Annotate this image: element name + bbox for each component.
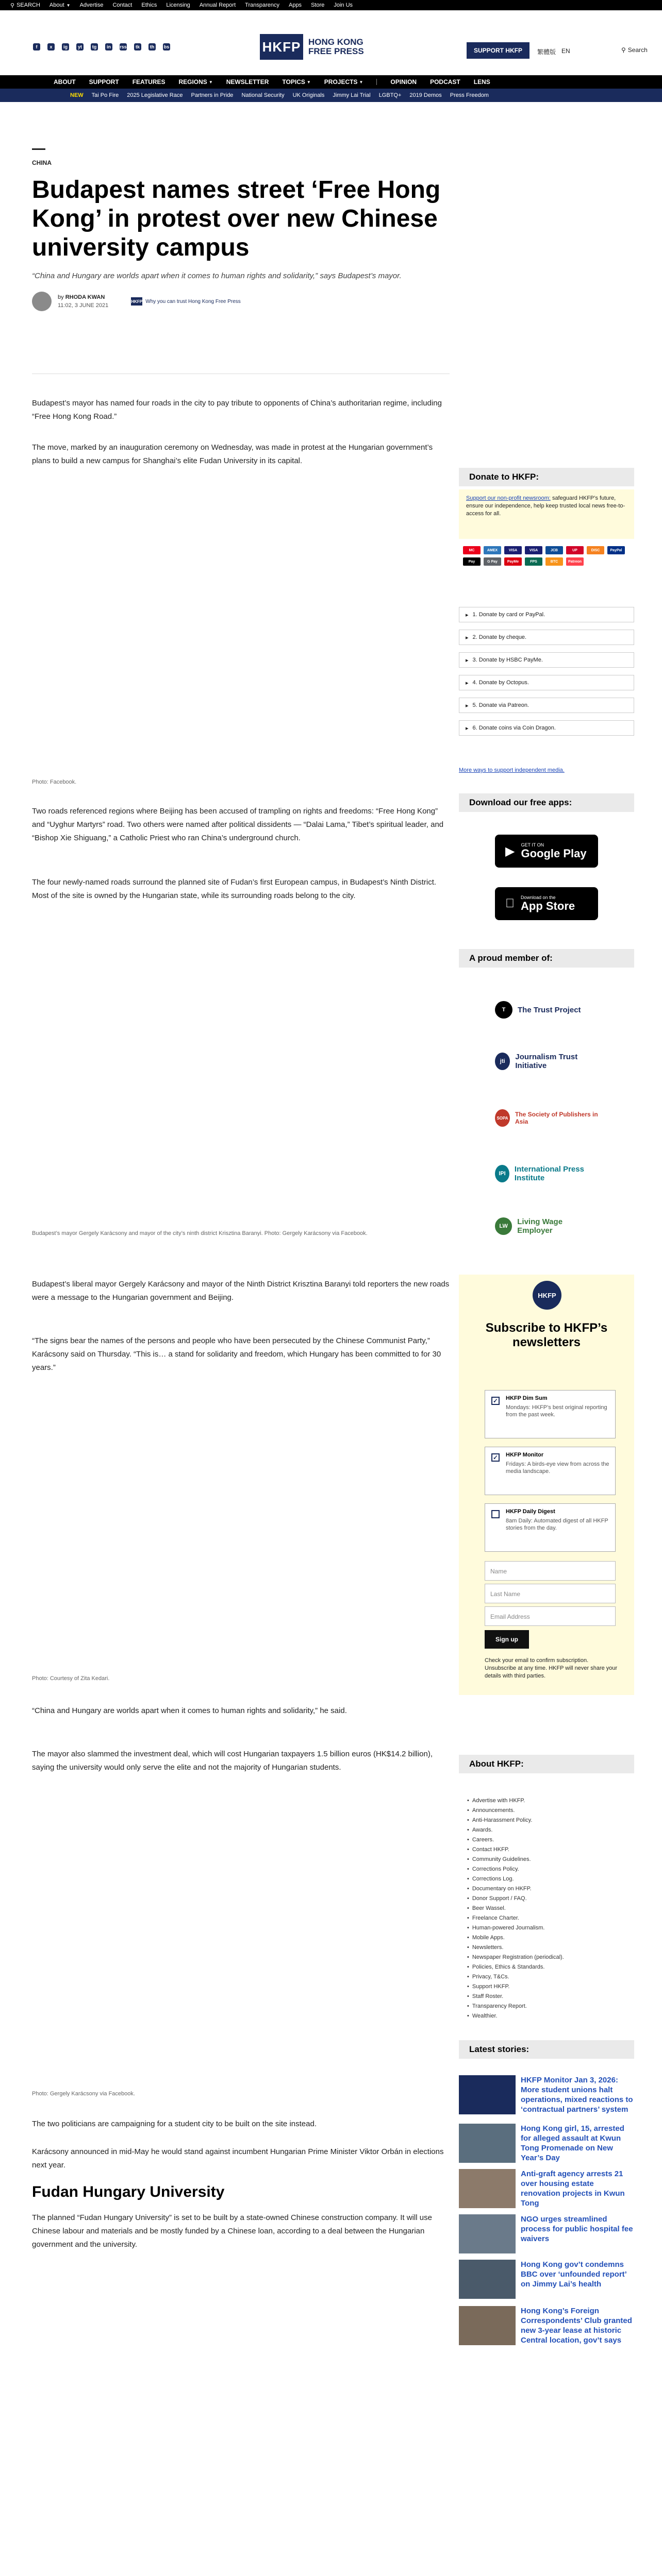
trending-bar: [0, 89, 662, 102]
member-ipi[interactable]: IPI International Press Institute: [495, 1158, 598, 1189]
donate-link[interactable]: Support our non-profit newsroom:: [466, 495, 551, 501]
member-heading: A proud member of:: [459, 949, 634, 968]
donate-option-coins[interactable]: ▸ 6. Donate coins via Coin Dragon.: [459, 720, 634, 736]
trending-link[interactable]: 2019 Demos: [409, 92, 442, 98]
lang-en-link[interactable]: EN: [561, 47, 570, 55]
about-link[interactable]: • Privacy, T&Cs.: [467, 1974, 509, 1980]
kicker-rule: [32, 148, 45, 150]
article-paragraph: The move, marked by an inauguration ceremony on Wednesday, was made in protest at the Hungarian government’s plans to build a new campus for Shanghai’s elite Fudan University in its capital.: [32, 443, 433, 465]
chevron-right-icon: ▸: [466, 612, 469, 618]
logo-mark: HKFP: [260, 34, 303, 60]
about-link[interactable]: • Documentary on HKFP.: [467, 1886, 532, 1892]
about-link[interactable]: • Freelance Charter.: [467, 1915, 519, 1921]
checkbox[interactable]: [491, 1510, 500, 1518]
chevron-down-icon: ▼: [66, 3, 71, 8]
payment-card-icon: VISA: [504, 546, 522, 554]
last-name-field[interactable]: Last Name: [485, 1584, 616, 1603]
latest-story[interactable]: Hong Kong’s Foreign Correspondents’ Club granted new 3-year lease at historic Central location, gov’t says: [459, 2306, 634, 2350]
article-paragraph: Two roads referenced regions where Beijing has been accused of trampling on rights and freedoms: “Free Hong Kong” and “Uyghur Martyrs” road. Two others were named after political dissidents — “Dalai Lama,” Tibet’s spiritual leader, and “Bishop Xie Shiguang,” a Catholic Priest who ran China’s underground church.: [32, 807, 444, 842]
trending-link[interactable]: Partners in Pride: [191, 92, 234, 98]
logo-wordmark: HONG KONG FREE PRESS: [308, 37, 364, 56]
instagram-icon[interactable]: ig: [62, 43, 69, 50]
about-link[interactable]: • Donor Support / FAQ.: [467, 1895, 527, 1902]
living-wage-logo: LW: [495, 1217, 512, 1235]
photo-caption: Photo: Courtesy of Zita Kedari.: [32, 1675, 110, 1682]
article-paragraph: “China and Hungary are worlds apart when it comes to human rights and solidarity,” he said.: [32, 1706, 347, 1715]
search-icon: ⚲: [10, 2, 15, 9]
article-standfirst: “China and Hungary are worlds apart when it comes to human rights and solidarity,” says Budapest’s mayor.: [32, 272, 402, 280]
bluesky-icon[interactable]: bs: [163, 44, 170, 49]
donate-option-card[interactable]: ▸ 1. Donate by card or PayPal.: [459, 607, 634, 622]
nav-regions[interactable]: REGIONS ▼: [178, 78, 213, 86]
ipi-logo: IPI: [495, 1165, 509, 1182]
google-play-icon: ▶: [505, 844, 515, 858]
about-link[interactable]: • Community Guidelines.: [467, 1856, 531, 1862]
trending-link[interactable]: 2025 Legislative Race: [127, 92, 183, 98]
trending-badge: NEW: [70, 92, 84, 98]
site-logo[interactable]: [260, 34, 364, 60]
about-link[interactable]: • Corrections Log.: [467, 1876, 514, 1882]
about-link[interactable]: • Transparency Report.: [467, 2003, 527, 2009]
payment-card-icon: UP: [566, 546, 584, 554]
author-name[interactable]: RHODA KWAN: [65, 294, 105, 300]
top-store-link[interactable]: Store: [311, 2, 325, 8]
payment-card-icon: DISC: [587, 546, 604, 554]
latest-heading: Latest stories:: [459, 2040, 634, 2059]
donate-option-patreon[interactable]: ▸ 5. Donate via Patreon.: [459, 698, 634, 713]
newsletter-option-daily-digest[interactable]: HKFP Daily Digest 8am Daily: Automated digest of all HKFP stories from the day.: [485, 1503, 616, 1552]
trending-link[interactable]: National Security: [241, 92, 285, 98]
facebook-icon[interactable]: f: [33, 43, 40, 50]
article-paragraph: The two politicians are campaigning for a student city to be built on the site instead.: [32, 2120, 317, 2128]
newsletter-signup: [459, 1275, 634, 1695]
signup-button[interactable]: Sign up: [485, 1630, 529, 1649]
top-advertise-link[interactable]: Advertise: [79, 2, 104, 8]
nav-projects[interactable]: PROJECTS ▼: [324, 78, 363, 86]
trust-link[interactable]: HKFP Why you can trust Hong Kong Free Press: [131, 297, 241, 306]
photo-caption: Photo: Gergely Karácsony via Facebook.: [32, 2091, 135, 2097]
article-paragraph: “The signs bear the names of the persons and people who have been persecuted by the Chinese Communist Party,” Karácsony said on Thursday. “This is… a stand for solidarity and freedom, which Hungary has been committed to for 30 years.”: [32, 1336, 441, 1372]
donate-option-octopus[interactable]: ▸ 4. Donate by Octopus.: [459, 675, 634, 690]
name-field[interactable]: Name: [485, 1561, 616, 1581]
member-sopa[interactable]: SOPA The Society of Publishers in Asia: [495, 1103, 598, 1133]
latest-story[interactable]: HKFP Monitor Jan 3, 2026: More student unions halt operations, mixed reactions to ‘contractual partners’ system: [459, 2075, 634, 2120]
top-about-link[interactable]: About ▼: [49, 2, 71, 8]
top-apps-link[interactable]: Apps: [288, 2, 302, 8]
about-links: [467, 1796, 632, 2021]
about-link[interactable]: • Contact HKFP.: [467, 1846, 509, 1853]
about-link[interactable]: • Wealthier.: [467, 2013, 498, 2019]
nav-about[interactable]: ABOUT: [54, 78, 76, 86]
article-header: [32, 148, 450, 311]
payment-methods: [459, 542, 634, 570]
payment-card-icon: AMEX: [484, 546, 501, 554]
about-link[interactable]: • Advertise with HKFP.: [467, 1798, 525, 1804]
member-trust-project[interactable]: T The Trust Project: [495, 994, 598, 1025]
donate-heading: Donate to HKFP:: [459, 468, 634, 486]
nav-features[interactable]: FEATURES: [132, 78, 166, 86]
chevron-right-icon: ▸: [466, 680, 469, 686]
latest-story[interactable]: NGO urges streamlined process for public hospital fee waivers: [459, 2214, 634, 2259]
latest-story[interactable]: Hong Kong girl, 15, arrested for alleged assault at Kwun Tong Promenade on New Year’s Day: [459, 2124, 634, 2168]
payment-card-icon: G Pay: [484, 557, 501, 566]
top-ethics-link[interactable]: Ethics: [141, 2, 157, 8]
payment-card-icon: Pay: [463, 557, 481, 566]
trending-link[interactable]: Jimmy Lai Trial: [333, 92, 371, 98]
story-thumbnail: [459, 2075, 516, 2114]
trending-link[interactable]: Press Freedom: [450, 92, 489, 98]
about-link[interactable]: • Beer Wassel.: [467, 1905, 506, 1911]
linkedin-icon[interactable]: in: [105, 43, 112, 50]
about-link[interactable]: • Awards.: [467, 1827, 493, 1833]
x-icon[interactable]: x: [47, 43, 55, 50]
chevron-right-icon: ▸: [466, 657, 469, 664]
payment-card-icon: MC: [463, 546, 481, 554]
lang-zh-link[interactable]: 繁體版: [537, 48, 556, 56]
threads-icon[interactable]: th: [148, 43, 156, 50]
about-link[interactable]: • Corrections Policy.: [467, 1866, 519, 1872]
trust-project-logo: T: [495, 1001, 512, 1019]
author-avatar: [32, 292, 52, 311]
about-link[interactable]: • Policies, Ethics & Standards.: [467, 1964, 545, 1970]
payment-card-icon: FPS: [525, 557, 542, 566]
nav-support[interactable]: SUPPORT: [89, 78, 119, 86]
trending-link[interactable]: UK Originals: [292, 92, 325, 98]
donate-intro: Support our non-profit newsroom: safeguard HKFP’s future, ensure our independence, help keep trusted local news free-to-access for all.: [459, 489, 634, 539]
article-paragraph: The mayor also slammed the investment deal, which will cost Hungarian taxpayers 1.5 billion euros (HK$14.2 billion), saying the university would only serve the elite and not the majority of Hungarian students.: [32, 1750, 433, 1772]
top-licensing-link[interactable]: Licensing: [166, 2, 190, 8]
top-contact-link[interactable]: Contact: [112, 2, 133, 8]
top-join-link[interactable]: Join Us: [334, 2, 353, 8]
nav-opinion[interactable]: OPINION: [390, 78, 417, 86]
newsletter-option-monitor[interactable]: ✓ HKFP Monitor Fridays: A birds-eye view from across the media landscape.: [485, 1447, 616, 1495]
story-thumbnail: [459, 2169, 516, 2208]
trending-link[interactable]: Tai Po Fire: [91, 92, 119, 98]
article-subheading: Fudan Hungary University: [32, 2183, 225, 2200]
main-nav: [0, 75, 662, 89]
chevron-right-icon: ▸: [466, 634, 469, 641]
member-living-wage[interactable]: LW Living Wage Employer: [495, 1211, 598, 1242]
article-date: 11:02, 3 JUNE 2021: [58, 302, 109, 309]
top-search-link[interactable]: ⚲ SEARCH: [10, 2, 40, 9]
latest-story[interactable]: Hong Kong gov’t condemns BBC over ‘unfounded report’ on Jimmy Lai’s health: [459, 2260, 634, 2304]
story-thumbnail: [459, 2214, 516, 2253]
byline-meta: by RHODA KWAN 11:02, 3 JUNE 2021: [58, 294, 109, 309]
nav-topics[interactable]: TOPICS ▼: [282, 78, 311, 86]
more-ways-link[interactable]: More ways to support independent media.: [459, 767, 565, 773]
payment-card-icon: VISA: [525, 546, 542, 554]
jti-logo: jti: [495, 1053, 510, 1070]
app-store-badge[interactable]: Download on the App Store: [495, 887, 598, 920]
about-link[interactable]: • Careers.: [467, 1837, 494, 1843]
trending-link[interactable]: LGBTQ+: [378, 92, 402, 98]
email-field[interactable]: Email Address: [485, 1606, 616, 1626]
hkfp-logo: HKFP: [533, 1281, 561, 1310]
payment-card-icon: BTC: [545, 557, 563, 566]
nav-newsletter[interactable]: NEWSLETTER: [226, 78, 269, 86]
about-link[interactable]: • Staff Roster.: [467, 1993, 504, 1999]
about-link[interactable]: • Anti-Harassment Policy.: [467, 1817, 533, 1823]
search-icon: ⚲: [621, 46, 626, 54]
about-link[interactable]: • Mobile Apps.: [467, 1935, 505, 1941]
about-link[interactable]: • Human-powered Journalism.: [467, 1925, 545, 1931]
youtube-icon[interactable]: yt: [76, 43, 84, 50]
article-paragraph: The four newly-named roads surround the planned site of Fudan’s first European campus, in Budapest’s Ninth District. Most of the site is owned by the Hungarian state, while its surrounding roads belong to the city.: [32, 878, 437, 900]
story-thumbnail: [459, 2124, 516, 2163]
nav-lens[interactable]: LENS: [473, 78, 490, 86]
signup-note: Check your email to confirm subscription. Unsubscribe at any time. HKFP will never share your details with third parties.: [485, 1657, 618, 1679]
chevron-right-icon: ▸: [466, 702, 469, 709]
tiktok-icon[interactable]: tk: [134, 43, 141, 50]
photo-caption: Photo: Facebook.: [32, 779, 77, 785]
donate-option-cheque[interactable]: ▸ 2. Donate by cheque.: [459, 630, 634, 645]
about-link[interactable]: • Announcements.: [467, 1807, 515, 1814]
checkbox[interactable]: ✓: [491, 1453, 500, 1462]
article-paragraph: The planned “Fudan Hungary University” is set to be built by a state-owned Chinese construction company. It will use Chinese labour and materials and be mostly funded by a Chinese loan, according to a deal between the Hungarian government and the university.: [32, 2213, 432, 2249]
nav-divider: [376, 79, 377, 85]
article-headline: Budapest names street ‘Free Hong Kong’ in protest over new Chinese university campus: [32, 176, 441, 261]
story-thumbnail: [459, 2306, 516, 2345]
payment-card-icon: JCB: [545, 546, 563, 554]
article-category[interactable]: CHINA: [32, 159, 52, 166]
hkfp-mini-logo: HKFP: [131, 297, 142, 306]
about-heading: About HKFP:: [459, 1755, 634, 1773]
photo-caption: Budapest’s mayor Gergely Karácsony and mayor of the city’s ninth district Krisztina Baranyi. Photo: Gergely Karácsony via Facebook.: [32, 1230, 368, 1236]
rss-icon[interactable]: rss: [120, 44, 127, 49]
top-annual-report-link[interactable]: Annual Report: [199, 2, 236, 8]
chevron-down-icon: ▼: [208, 79, 213, 84]
chevron-right-icon: ▸: [466, 725, 469, 732]
payment-card-icon: PayPal: [607, 546, 625, 554]
about-link[interactable]: • Newsletters.: [467, 1944, 504, 1951]
story-thumbnail: [459, 2260, 516, 2299]
checkbox[interactable]: ✓: [491, 1397, 500, 1405]
chevron-down-icon: ▼: [359, 79, 363, 84]
sopa-logo: SOPA: [495, 1109, 510, 1127]
nav-podcast[interactable]: PODCAST: [430, 78, 460, 86]
header-search[interactable]: ⚲ Search: [621, 46, 648, 54]
about-link[interactable]: • Newspaper Registration (periodical).: [467, 1954, 564, 1960]
article-paragraph: Budapest’s liberal mayor Gergely Karácsony and mayor of the Ninth District Krisztina Baranyi told reporters the new roads were a message to the Hungarian government and Beijing.: [32, 1280, 450, 1302]
donate-option-payme[interactable]: ▸ 3. Donate by HSBC PayMe.: [459, 652, 634, 668]
newsletter-option-dim-sum[interactable]: ✓ HKFP Dim Sum Mondays: HKFP’s best original reporting from the past week.: [485, 1390, 616, 1438]
google-play-badge[interactable]: ▶ GET IT ON Google Play: [495, 835, 598, 868]
support-hkfp-button[interactable]: SUPPORT HKFP: [467, 42, 529, 59]
top-utility-bar: [0, 0, 662, 10]
telegram-icon[interactable]: tg: [91, 43, 98, 50]
site-header: [0, 10, 662, 71]
article-paragraph: Budapest’s mayor has named four roads in the city to pay tribute to opponents of China’s authoritarian regime, including “Free Hong Kong Road.”: [32, 399, 442, 421]
latest-story[interactable]: Anti-graft agency arrests 21 over housing estate renovation projects in Kwun Tong: [459, 2169, 634, 2213]
payment-card-icon: Patreon: [566, 557, 584, 566]
apple-icon: [505, 896, 515, 911]
article-paragraph: Karácsony announced in mid-May he would stand against incumbent Hungarian Prime Minister Viktor Orbán in elections next year.: [32, 2147, 444, 2170]
top-transparency-link[interactable]: Transparency: [245, 2, 279, 8]
member-jti[interactable]: jti Journalism Trust Initiative: [495, 1046, 598, 1077]
newsletter-title: Subscribe to HKFP’s newsletters: [485, 1321, 608, 1349]
chevron-down-icon: ▼: [306, 79, 311, 84]
about-link[interactable]: • Support HKFP.: [467, 1984, 510, 1990]
article-byline: [32, 292, 450, 311]
social-links: [33, 43, 170, 50]
payment-card-icon: PayMe: [504, 557, 522, 566]
apps-heading: Download our free apps:: [459, 793, 634, 812]
